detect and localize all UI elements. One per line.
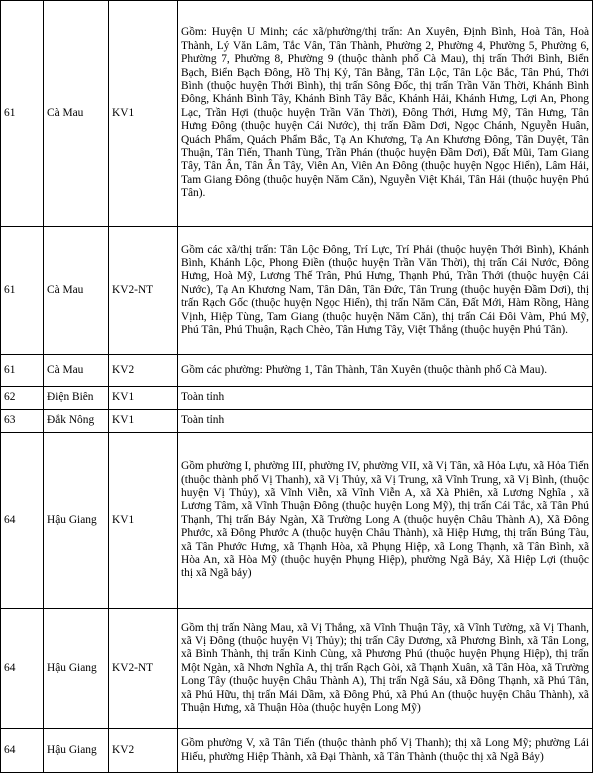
table-row (1, 410, 593, 433)
area-code: KV1 (109, 433, 178, 609)
province-name: Hậu Giang (44, 609, 109, 729)
province-name: Hậu Giang (44, 729, 109, 773)
province-name: Điện Biên (44, 387, 109, 410)
table-row (1, 729, 593, 773)
area-description: Gồm các phường: Phường 1, Tân Thành, Tân Xuyên (thuộc thành phố Cà Mau). (178, 355, 593, 387)
area-description: Toàn tỉnh (178, 387, 593, 410)
province-name: Cà Mau (44, 355, 109, 387)
area-description: Gồm phường I, phường III, phường IV, phường VII, xã Vị Tân, xã Hỏa Lựu, xã Hỏa Tiến (thuộc thành phố Vị Thanh), xã Vị Thủy, xã Vị Trung, xã Vĩnh Trung, xã Vị Bình, (thuộc huyện Vị Thủy), xã Vĩnh Viễn, xã Vĩnh Viễn A, xã Xà Phiên, xã Lương Nghĩa , xã Lương Tâm, xã Vĩnh Thuận Đông (thuộc huyện Long Mỹ), thị trấn Cái Tắc, xã Tân Phú Thạnh, Thị trấn Bảy Ngàn, Xã Trường Long A (thuộc huyện Châu Thành A), Xã Đông Phước, xã Đông Phước A (thuộc huyện Châu Thành), xã Hiệp Hưng, thị trấn Búng Tàu, xã Tân Phước Hưng, xã Thạnh Hòa, xã Phụng Hiệp, xã Long Thạnh, xã Tân Bình, xã Hòa An, xã Hòa Mỹ (thuộc huyện Phụng Hiệp), phường Ngã Bảy, Xã Hiệp Lợi (thuộc thị xã Ngã bảy) (178, 433, 593, 609)
area-code: KV2-NT (109, 227, 178, 355)
table-row (1, 433, 593, 609)
area-description: Gồm thị trấn Nàng Mau, xã Vị Thắng, xã Vĩnh Thuận Tây, xã Vĩnh Tường, xã Vị Thanh, xã Vị Đông (thuộc huyện Vị Thủy); thị trấn Cây Dương, xã Phương Bình, xã Tân Long, xã Bình Thành, thị trấn Kinh Cùng, xã Phương Phú (thuộc huyện Phụng Hiệp), thị trấn Một Ngàn, xã Nhơn Nghĩa A, thị trấn Rạch Gòi, xã Thạnh Xuân, xã Tân Hòa, xã Trường Long Tây (thuộc huyện Châu Thành A), Thị trấn Ngã Sáu, xã Đông Thạnh, xã Phú Tân, xã Phú Hữu, thị trấn Mái Dầm, xã Đông Phú, xã Phú An (thuộc huyện Châu Thành), xã Thuận Hưng, xã Thuận Hòa (thuộc huyện Long Mỹ) (178, 609, 593, 729)
table-row (1, 355, 593, 387)
province-name: Cà Mau (44, 1, 109, 227)
province-name: Đắk Nông (44, 410, 109, 433)
area-description: Toàn tỉnh (178, 410, 593, 433)
area-code: KV1 (109, 410, 178, 433)
area-code: KV1 (109, 1, 178, 227)
table-row (1, 609, 593, 729)
row-number: 64 (1, 433, 44, 609)
province-name: Hậu Giang (44, 433, 109, 609)
area-code: KV2-NT (109, 609, 178, 729)
table-row (1, 227, 593, 355)
row-number: 61 (1, 227, 44, 355)
area-code: KV2 (109, 355, 178, 387)
row-number: 64 (1, 729, 44, 773)
table-row (1, 1, 593, 227)
table-row (1, 387, 593, 410)
province-name: Cà Mau (44, 227, 109, 355)
area-description: Gồm phường V, xã Tân Tiến (thuộc thành phố Vị Thanh); thị xã Long Mỹ; phường Lái Hiếu, phường Hiệp Thành, xã Đại Thành, xã Tân Thành (thuộc thị xã Ngã Bảy) (178, 729, 593, 773)
row-number: 63 (1, 410, 44, 433)
row-number: 61 (1, 1, 44, 227)
row-number: 62 (1, 387, 44, 410)
row-number: 61 (1, 355, 44, 387)
area-description: Gồm: Huyện U Minh; các xã/phường/thị trấn: An Xuyên, Định Bình, Hoà Tân, Hoà Thành, Lý Văn Lâm, Tắc Vân, Tân Thành, Phường 2, Phường 4, Phường 5, Phường 6, Phường 7, Phường 8, Phường 9 (thuộc thành phố Cà Mau), thị trấn Thới Bình, Biển Bạch, Biển Bạch Đông, Hồ Thị Kỷ, Tân Bằng, Tân Lộc, Tân Lộc Bắc, Tân Phú, Thới Bình (thuộc huyện Thới Bình), thị trấn Sông Đốc, thị trấn Trần Văn Thời, Khánh Bình Đông, Khánh Bình Tây, Khánh Bình Tây Bắc, Khánh Hải, Khánh Hưng, Lợi An, Phong Lạc, Trần Hợi (thuộc huyện Trần Văn Thời), Đông Thới, Hưng Mỹ, Tân Hưng, Tân Hưng Đông (thuộc huyện Cái Nước), thị trấn Đầm Dơi, Ngọc Chánh, Nguyễn Huân, Quách Phẩm, Quách Phẩm Bắc, Tạ An Khương, Tạ An Khương Đông, Tân Duyệt, Tân Thuận, Tân Tiến, Thanh Tùng, Trần Phán (thuộc huyện Đầm Dơi), Đất Mũi, Tam Giang Tây, Tân Ân, Tân Ân Tây, Viên An, Viên An Đông (thuộc huyện Ngọc Hiển), Lâm Hải, Tam Giang Đông (thuộc huyện Năm Căn), Nguyễn Việt Khái, Tân Hải (thuộc huyện Phú Tân). (178, 1, 593, 227)
area-code: KV2 (109, 729, 178, 773)
row-number: 64 (1, 609, 44, 729)
area-code: KV1 (109, 387, 178, 410)
area-description: Gồm các xã/thị trấn: Tân Lộc Đông, Trí Lực, Trí Phải (thuộc huyện Thới Bình), Khánh Bình, Khánh Lộc, Phong Điền (thuộc huyện Trần Văn Thời), thị trấn Cái Nước, Đông Hưng, Hoà Mỹ, Lương Thế Trân, Phú Hưng, Thạnh Phú, Trần Thới (thuộc huyện Cái Nước), Tạ An Khương Nam, Tân Dân, Tân Đức, Tân Trung (thuộc huyện Đầm Dơi), thị trấn Rạch Gốc (thuộc huyện Ngọc Hiển), thị trấn Năm Căn, Đất Mới, Hàm Rồng, Hàng Vịnh, Hiệp Tùng, Tam Giang (thuộc huyện Năm Căn), thị trấn Cái Đôi Vàm, Phú Mỹ, Phú Tân, Phú Thuận, Rạch Chèo, Tân Hưng Tây, Việt Thắng (thuộc huyện Phú Tân). (178, 227, 593, 355)
